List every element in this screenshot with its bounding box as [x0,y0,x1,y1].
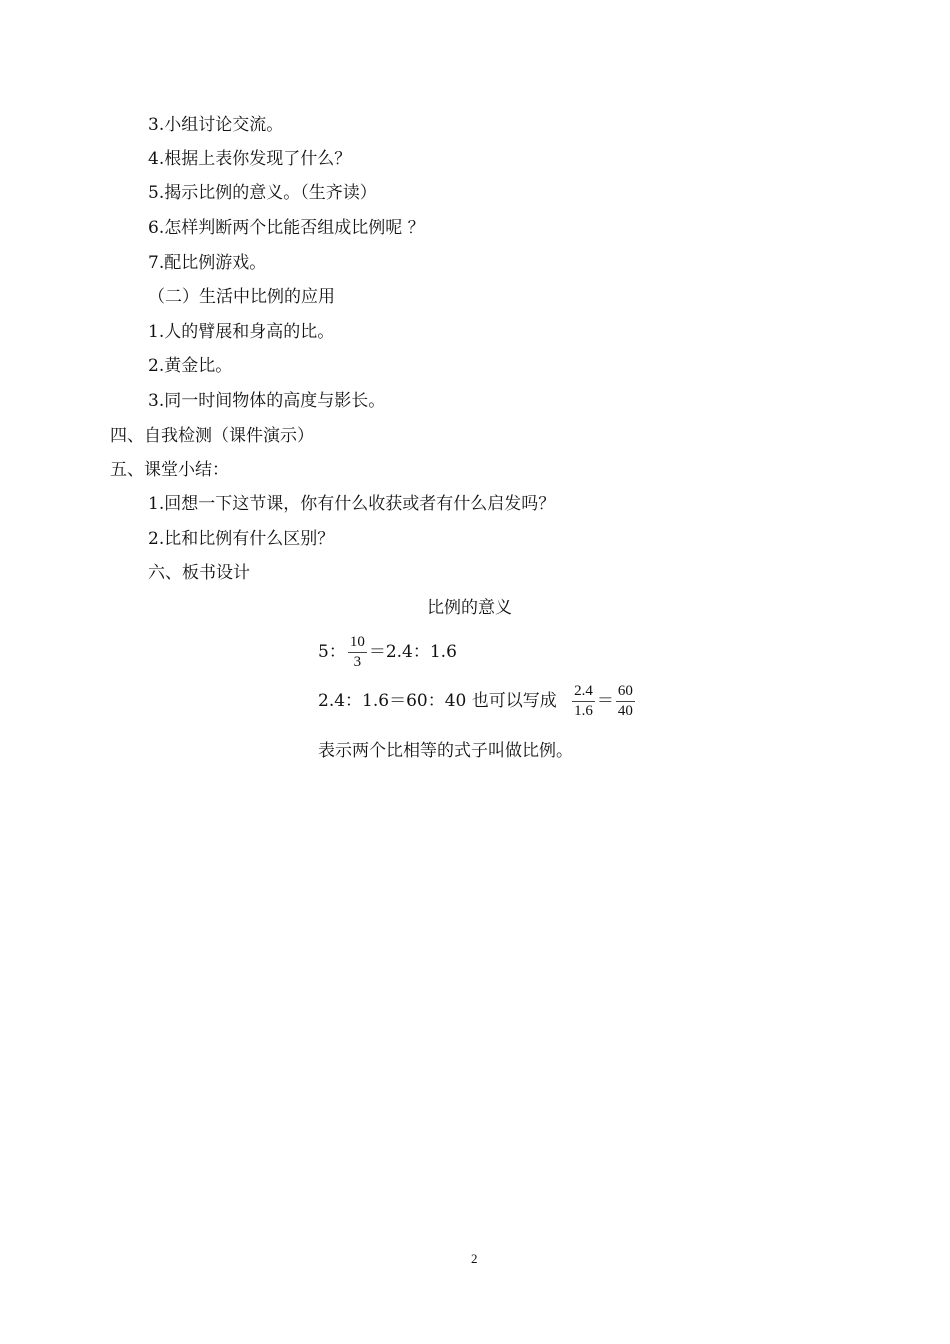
fraction-denominator: 40 [617,703,633,719]
eq1-suffix: ＝2.4：1.6 [368,642,457,662]
board-definition: 表示两个比相等的式子叫做比例。 [318,741,573,761]
eq2-prefix: 2.4：1.6＝60：40 也可以写成 [318,691,557,711]
fraction-numerator: 60 [616,683,635,702]
step-4-line: 4.根据上表你发现了什么？ [148,149,352,169]
summary-1-line: 1.回想一下这节课，你有什么收获或者有什么启发吗？ [148,494,556,514]
step-5-line: 5.揭示比例的意义。（生齐读） [148,183,377,203]
application-3-line: 3.同一时间物体的高度与影长。 [148,391,386,411]
section-four-heading: 四、自我检测（课件演示） [110,426,314,446]
application-2-line: 2.黄金比。 [148,356,233,376]
fraction-numerator: 2.4 [572,683,595,702]
fraction-60-over-40 [616,683,635,720]
fraction-denominator: 3 [353,654,362,670]
board-title: 比例的意义 [427,598,512,618]
board-equation-2 [318,682,637,720]
step-6-line: 6.怎样判断两个比能否组成比例呢 ？ [148,218,425,238]
fraction-10-over-3 [348,634,367,671]
subsection-heading: （二）生活中比例的应用 [148,287,335,307]
section-five-heading: 五、课堂小结： [110,460,229,480]
eq2-equals: ＝ [596,691,614,711]
fraction-numerator: 10 [348,634,367,653]
summary-2-line: 2.比和比例有什么区别？ [148,529,335,549]
fraction-2.4-over-1.6 [572,683,595,720]
section-six-heading: 六、板书设计 [148,563,250,583]
board-equation-1 [318,633,457,671]
eq1-prefix: 5： [318,642,346,662]
page-number: 2 [471,1251,478,1266]
fraction-denominator: 1.6 [574,703,593,719]
step-3-line: 3.小组讨论交流。 [148,115,284,135]
application-1-line: 1.人的臂展和身高的比。 [148,322,335,342]
step-7-line: 7.配比例游戏。 [148,253,267,273]
